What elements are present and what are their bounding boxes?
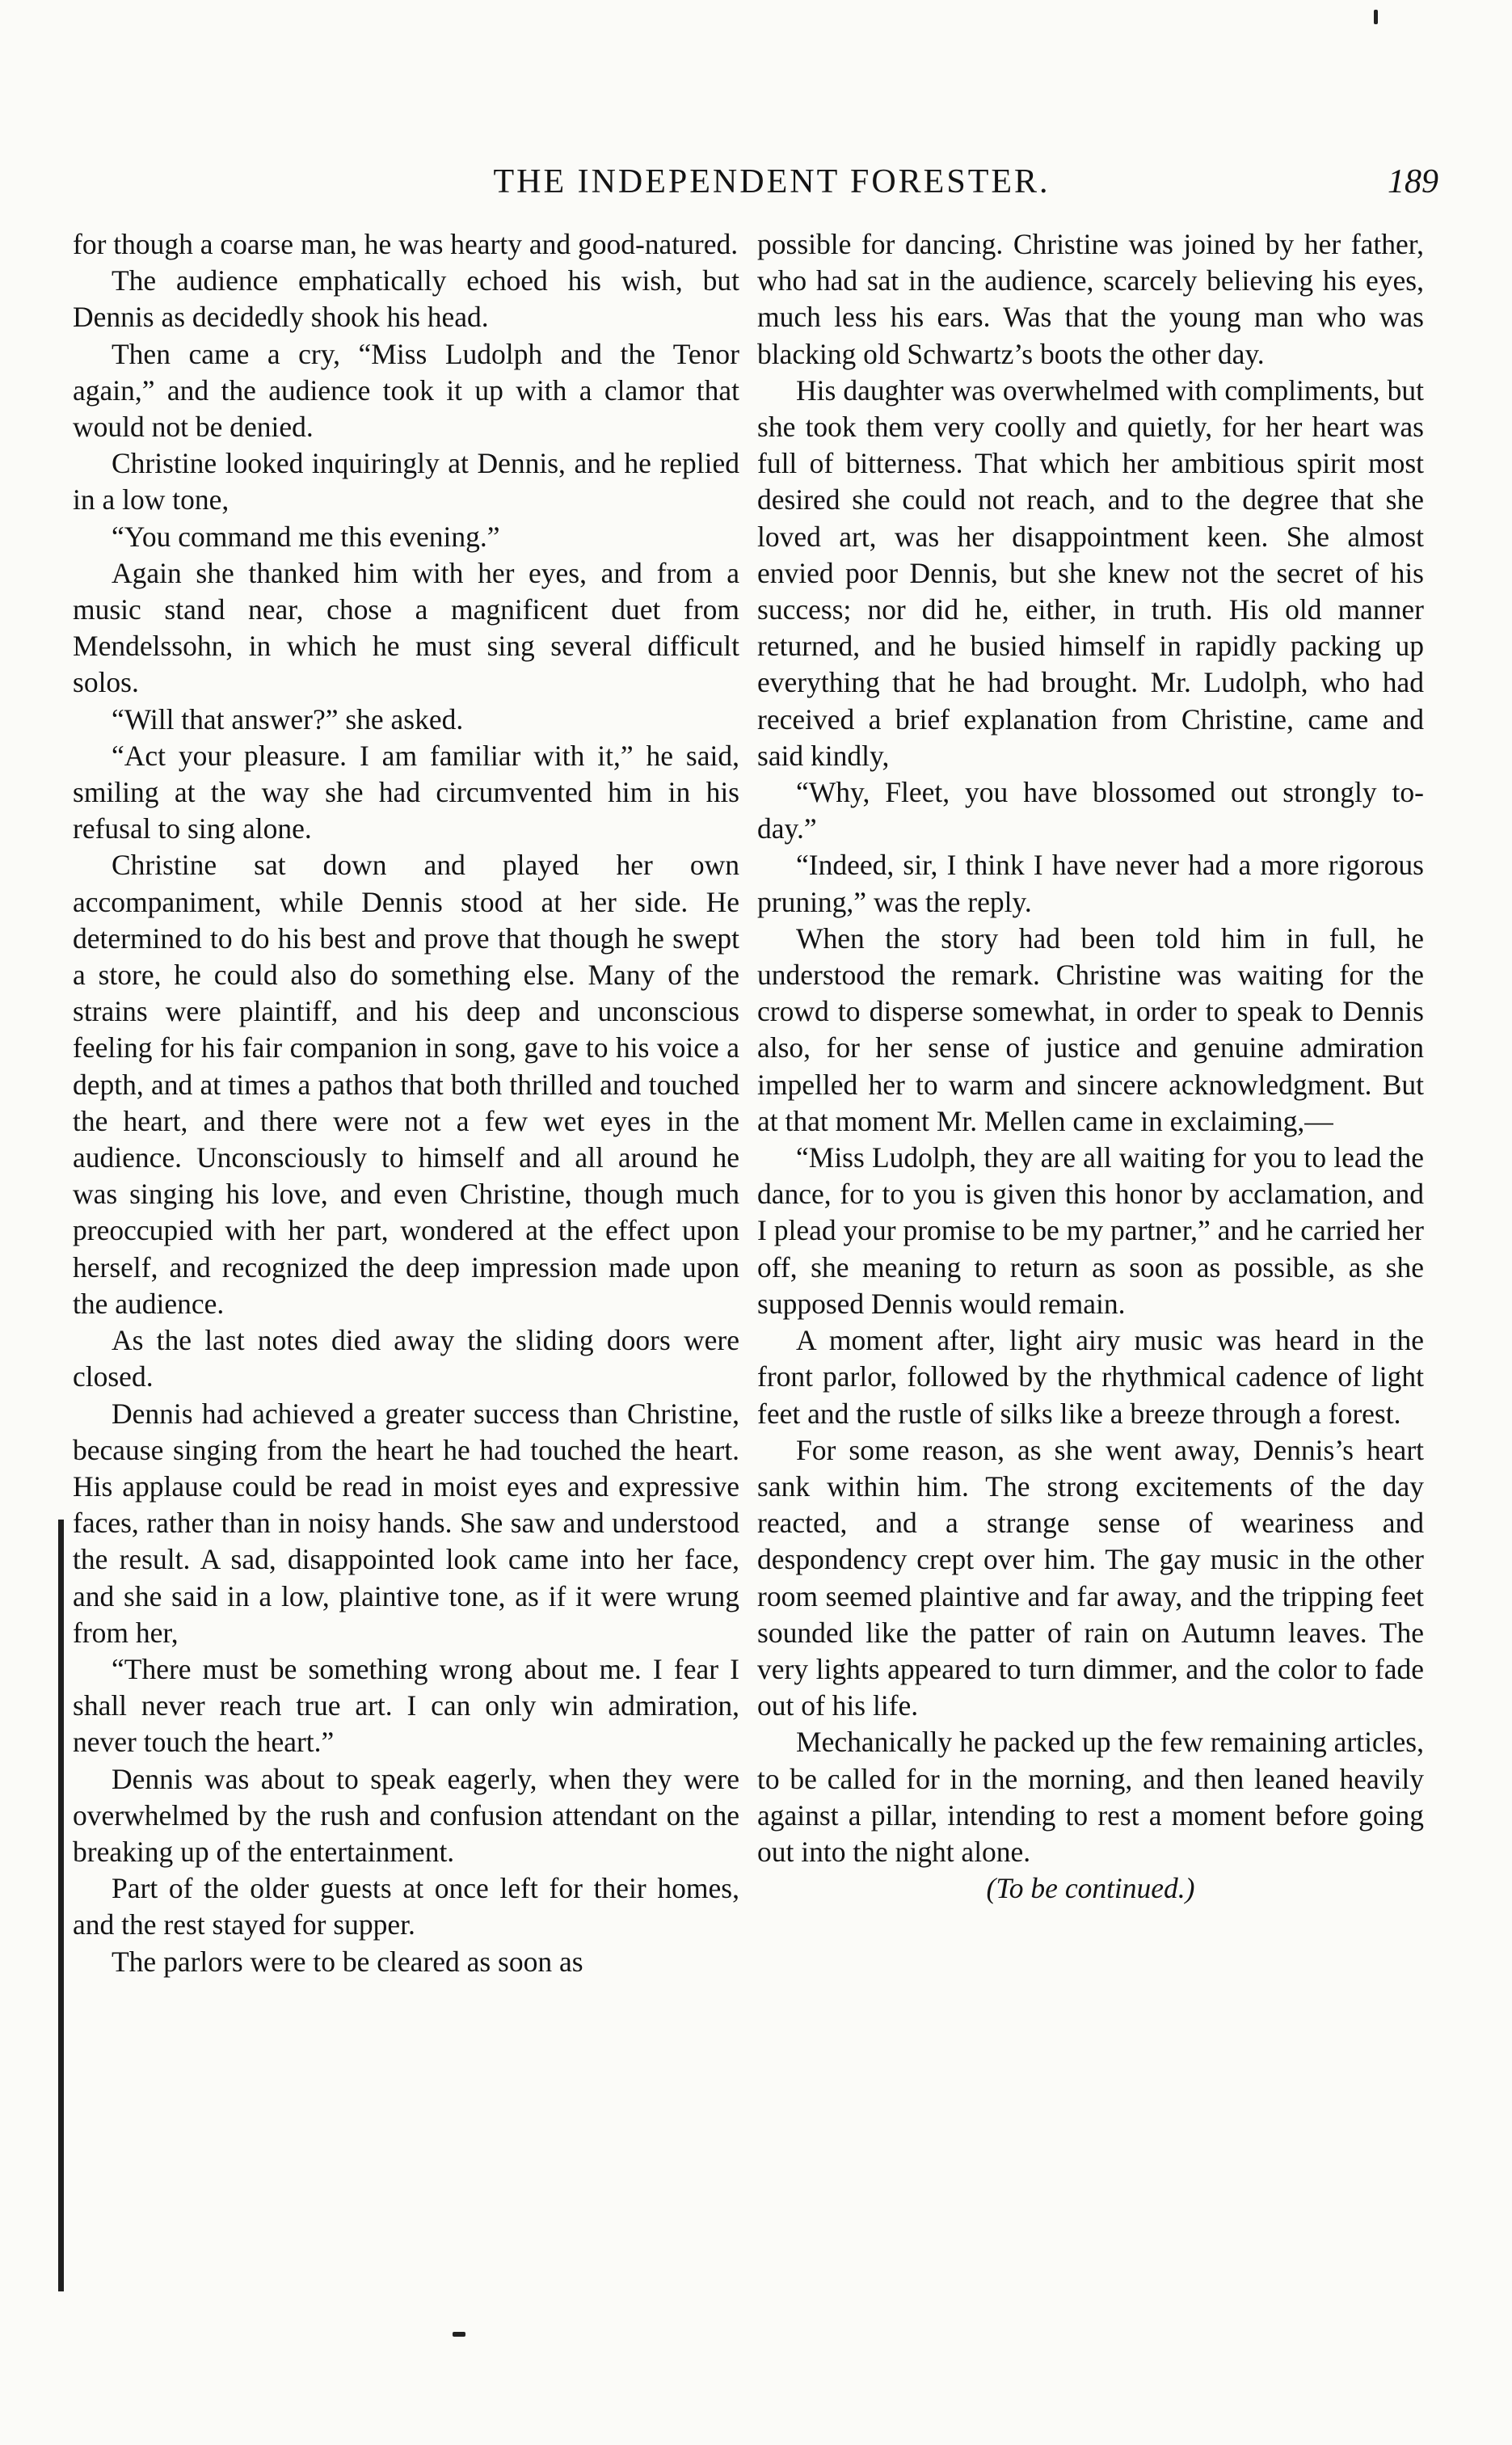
paragraph: “There must be something wrong about me. I fear I shall never reach true art. I can only win admiration, never touch the heart.” [73,1652,739,1759]
paragraph: “Miss Ludolph, they are all waiting for you to lead the dance, for to you is given this honor by acclamation, and I plead your promise to be my partner,” and he carried her off, she meaning to return as soon as possible, as she supposed Dennis would remain. [757,1141,1424,1320]
margin-ink-rule [58,1520,64,2291]
paragraph: Christine looked inquiringly at Dennis, and he replied in a low tone, [73,447,739,516]
paragraph: Mechanically he packed up the few remaining articles, to be called for in the morning, and then leaned heavily against a pillar, intending to rest a moment before going out into the night alone. [757,1726,1424,1868]
paragraph: possible for dancing. Christine was joined by her father, who had sat in the audience, scarcely believing his eyes, much less his ears. Was that the young man who was blacking old Schwartz’s boots the other day. [757,228,1424,370]
paragraph: Christine sat down and played her own accompaniment, while Dennis stood at her side. He determined to do his best and prove that though he swept a store, he could also do something else. Many of the strains were plaintiff, and his deep and unconscious feeling for his fair companion in song, gave to his voice a depth, and at times a pathos that both thrilled and touched the heart, and there were not a few wet eyes in the audience. Unconsciously to himself and all around he was singing his love, and even Christine, though much preoccupied with her part, wondered at the effect upon herself, and recognized the deep impression made upon the audience. [73,849,739,1320]
paragraph: for though a coarse man, he was hearty and good-natured. [73,228,739,260]
paragraph: For some reason, as she went away, Dennis’s heart sank within him. The strong excitements of the day reacted, and a strange sense of weariness and despondency crept over him. The gay music in the other room seemed plaintive and far away, and the tripping feet sounded like the patter of rain on Autumn leaves. The very lights appeared to turn dimmer, and the color to fade out of his life. [757,1433,1424,1722]
paragraph: “You command me this evening.” [112,520,500,553]
paragraph: A moment after, light airy music was heard in the front parlor, followed by the rhythmical cadence of light feet and the rustle of silks like a breeze through a forest. [757,1324,1424,1430]
paragraph: “Act your pleasure. I am familiar with it,” he said, smiling at the way she had circumvented him in his refusal to sing alone. [73,739,739,845]
paragraph: Part of the older guests at once left for their homes, and the rest stayed for supper. [73,1872,739,1941]
paragraph: Again she thanked him with her eyes, and from a music stand near, chose a magnificent duet from Mendelssohn, in which he must sing several difficult solos. [73,556,739,699]
ink-speck [1374,10,1378,24]
paragraph: “Indeed, sir, I think I have never had a more rigorous pruning,” was the reply. [757,849,1424,918]
paragraph: His daughter was overwhelmed with compliments, but she took them very coolly and quietly, for her heart was full of bitterness. That which her ambitious spirit most desired she could not reach, and to the degree that she loved art, was her disappointment keen. She almost envied poor Dennis, but she knew not the secret of his success; nor did he, either, in truth. His old manner returned, and he busied himself in rapidly packing up everything that he had brought. Mr. Ludolph, who had received a brief explanation from Christine, came and said kindly, [757,373,1424,772]
right-column [757,226,1424,1907]
paragraph: When the story had been told him in full, he understood the remark. Christine was waiting for the crowd to disperse somewhat, in order to speak to Dennis also, for her sense of justice and genuine admiration impelled her to warm and sincere acknowledgment. But at that moment Mr. Mellen came in exclaiming,— [757,921,1424,1137]
paragraph: Then came a cry, “Miss Ludolph and the Tenor again,” and the audience took it up with a clamor that would not be denied. [73,337,739,444]
to-be-continued-note: (To be continued.) [986,1872,1195,1905]
paragraph: Dennis was about to speak eagerly, when they were overwhelmed by the rush and confusion attendant on the breaking up of the entertainment. [73,1762,739,1868]
paragraph: “Why, Fleet, you have blossomed out strongly to-day.” [757,776,1424,845]
ink-speck [453,2332,465,2337]
paragraph: The parlors were to be cleared as soon as [112,1945,583,1978]
page-number: 189 [1388,163,1438,200]
paragraph: “Will that answer?” she asked. [112,702,464,736]
paragraph: As the last notes died away the sliding doors were closed. [73,1324,739,1393]
paragraph: The audience emphatically echoed his wish, but Dennis as decidedly shook his head. [73,264,739,334]
paragraph: Dennis had achieved a greater success than Christine, because singing from the heart he had touched the heart. His applause could be read in moist eyes and expressive faces, rather than in noisy hands. She saw and understood the result. A sad, disappointed look came into her face, and she said in a low, plaintive tone, as if it were wrung from her, [73,1397,739,1649]
page-header [73,162,1438,210]
left-column [73,226,739,1980]
running-title: THE INDEPENDENT FORESTER. [493,163,1051,200]
